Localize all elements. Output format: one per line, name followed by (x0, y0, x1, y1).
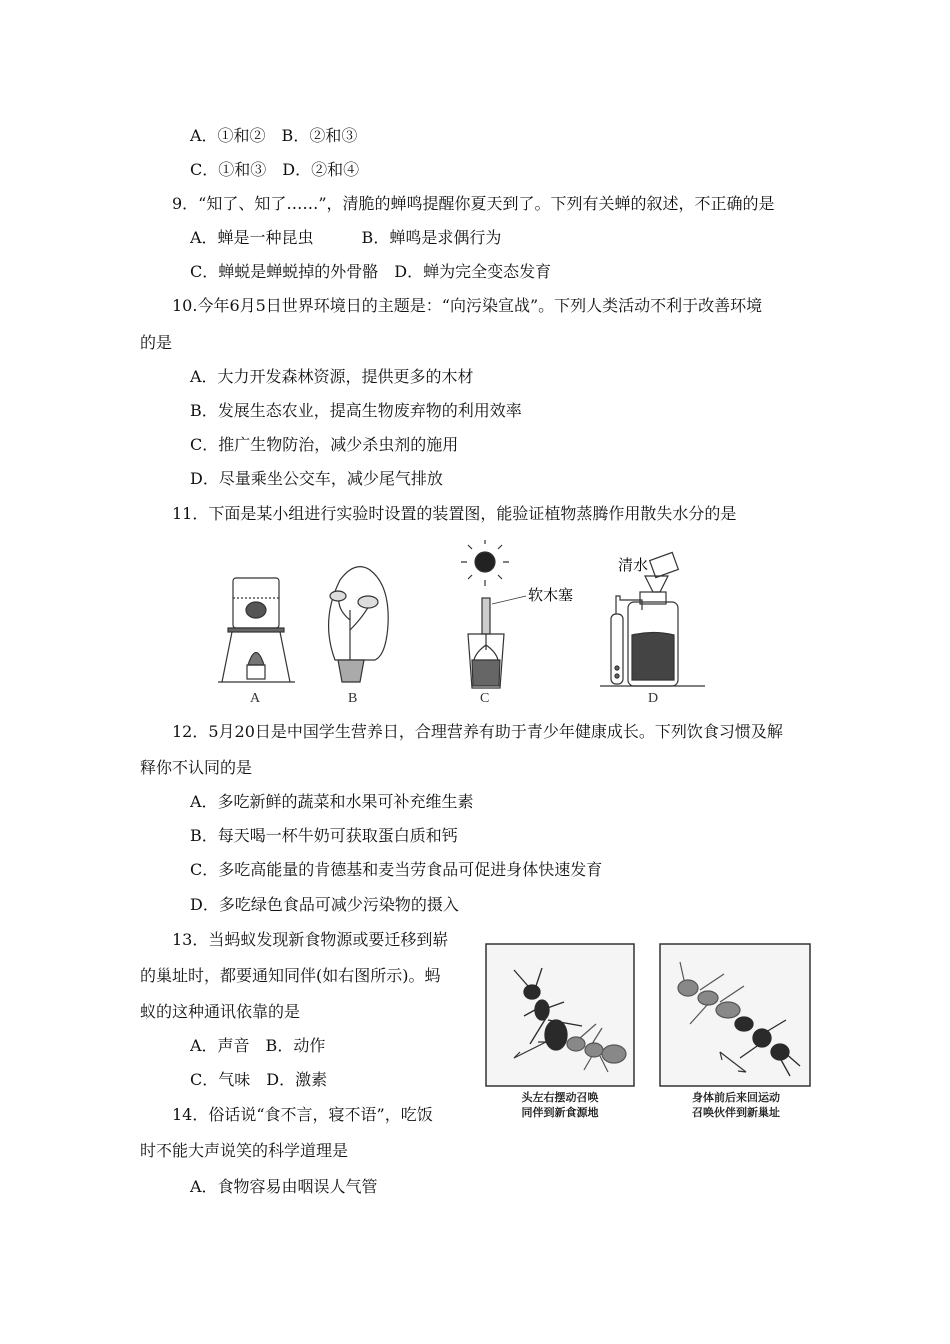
q12-stem-cont: 释你不认同的是 (140, 758, 253, 777)
q14-option-a: A．食物容易由咽误人气管 (190, 1177, 378, 1196)
q9-options-ab: A．蝉是一种昆虫 B．蝉鸣是求偶行为 (190, 228, 502, 247)
q10-option-a: A．大力开发森林资源，提供更多的木材 (190, 367, 474, 386)
apparatus-b (329, 567, 389, 682)
q12-option-c: C．多吃高能量的肯德基和麦当劳食品可促进身体快速发育 (190, 860, 603, 879)
q13-options-ab: A．声音 B．动作 (190, 1036, 326, 1055)
q14-stem-1: 14．俗话说“食不言，寝不语”，吃饭 (172, 1105, 433, 1124)
q13-stem-3: 蚁的这种通讯依靠的是 (140, 1002, 301, 1021)
ant-caption-left-2: 同伴到新食源地 (521, 1106, 599, 1119)
q11-apparatus-figure (200, 540, 720, 710)
q13-stem-2: 的巢址时，都要通知同伴(如右图所示)。蚂 (140, 966, 441, 985)
q8-options-cd: C．①和③ D．②和④ (190, 160, 360, 179)
q12-stem: 12．5月20日是中国学生营养日，合理营养有助于青少年健康成长。下列饮食习惯及解 (172, 722, 783, 741)
ant-communication-figure (484, 940, 814, 1090)
label-a: A (250, 691, 261, 706)
q12-option-d: D．多吃绿色食品可减少污染物的摄入 (190, 895, 459, 914)
q10-stem: 10.今年6月5日世界环境日的主题是：“向污染宣战”。下列人类活动不利于改善环境 (172, 296, 763, 315)
ant-caption-left (484, 1090, 636, 1120)
apparatus-a (218, 578, 295, 682)
ant-caption-right (660, 1090, 812, 1120)
water-label: 清水 (618, 558, 649, 574)
label-b: B (348, 691, 358, 706)
q8-options-ab: A．①和② B．②和③ (190, 126, 358, 145)
ant-caption-right-1: 身体前后来回运动 (692, 1091, 780, 1104)
q14-stem-2: 时不能大声说笑的科学道理是 (140, 1141, 349, 1160)
apparatus-d (600, 552, 705, 686)
q9-stem: 9．“知了、知了……”，清脆的蝉鸣提醒你夏天到了。下列有关蝉的叙述，不正确的是 (172, 194, 775, 213)
q10-option-d: D．尽量乘坐公交车，减少尾气排放 (190, 469, 443, 488)
q13-stem-1: 13．当蚂蚁发现新食物源或要迁移到崭 (172, 930, 449, 949)
q10-option-b: B．发展生态农业，提高生物废弃物的利用效率 (190, 401, 522, 420)
q10-stem-cont: 的是 (140, 333, 173, 352)
q12-option-a: A．多吃新鲜的蔬菜和水果可补充维生素 (190, 792, 474, 811)
q9-options-cd: C．蝉蜕是蝉蜕掉的外骨骼 D．蝉为完全变态发育 (190, 262, 552, 281)
label-d: D (648, 691, 659, 706)
q11-stem: 11．下面是某小组进行实验时设置的装置图，能验证植物蒸腾作用散失水分的是 (172, 504, 737, 523)
ant-caption-left-1: 头左右摆动召唤 (521, 1091, 599, 1104)
ant-caption-right-2: 召唤伙伴到新巢址 (692, 1106, 780, 1119)
q10-option-c: C．推广生物防治，减少杀虫剂的施用 (190, 435, 459, 454)
q13-options-cd: C．气味 D．激素 (190, 1070, 328, 1089)
cork-label: 软木塞 (528, 588, 574, 604)
label-c: C (480, 691, 490, 706)
q12-option-b: B．每天喝一杯牛奶可获取蛋白质和钙 (190, 826, 458, 845)
apparatus-c (461, 540, 509, 688)
